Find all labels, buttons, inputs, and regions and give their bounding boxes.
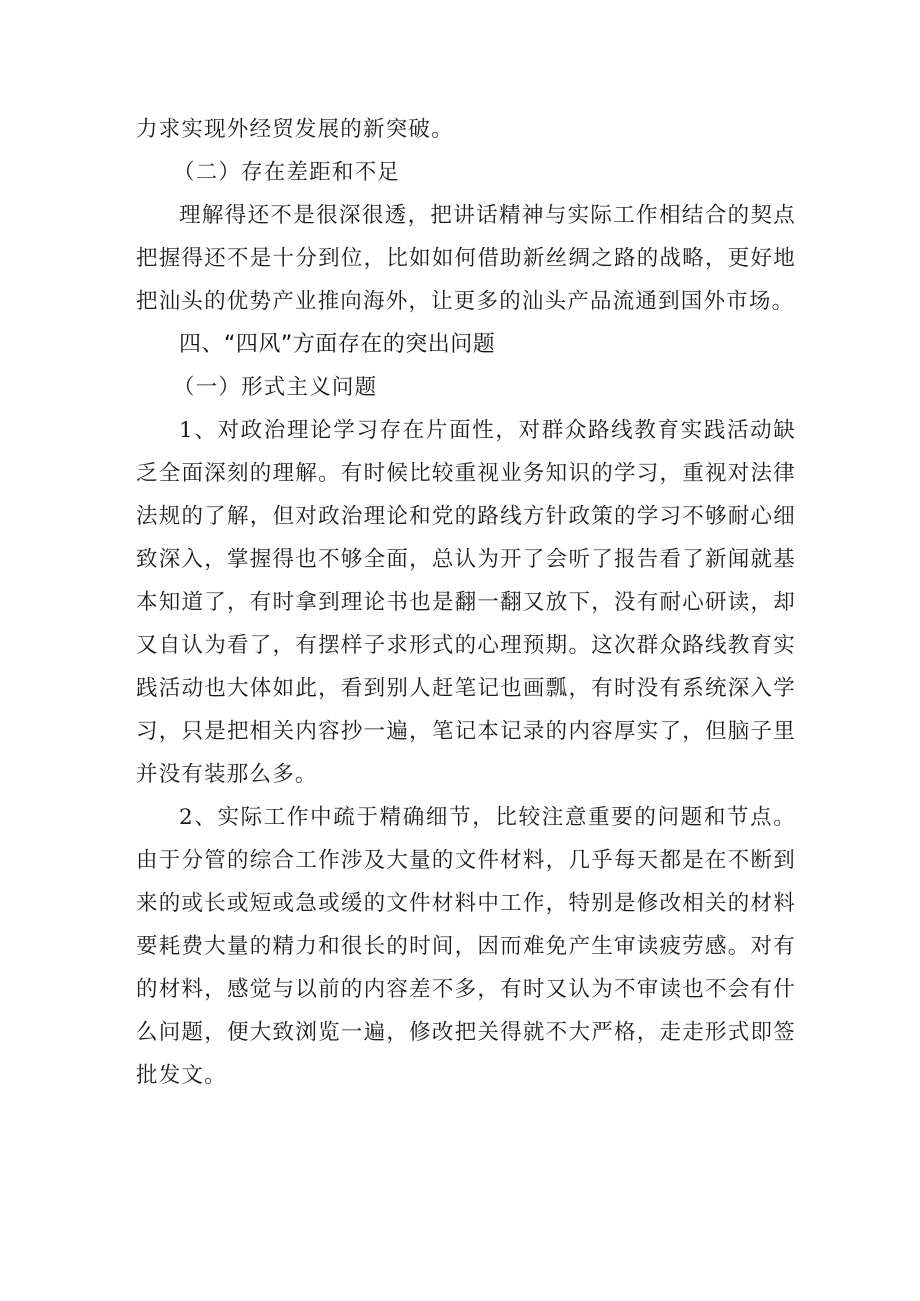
- paragraph-gap: 理解得还不是很深很透，把讲话精神与实际工作相结合的契点把握得还不是十分到位，比如如何借助新丝绸之路的战略，更好地把汕头的优势产业推向海外，让更多的汕头产品流通到国外市场。: [136, 203, 796, 314]
- paragraph-intro-tail: 力求实现外经贸发展的新突破。: [136, 117, 454, 142]
- paragraph-item-2: 2、实际工作中疏于精确细节，比较注意重要的问题和节点。由于分管的综合工作涉及大量的文件材料，几乎每天都是在不断到来的或长或短或急或缓的文件材料中工作，特别是修改相关的材料要耗费大量的精力和很长的时间，因而难免产生审读疲劳感。对有的材料，感觉与以前的内容差不多，有时又认为不审读也不会有什么问题，便大致浏览一遍，修改把关得就不大严格，走走形式即签批发文。: [136, 805, 796, 1088]
- subheading-formalism: （一）形式主义问题: [173, 375, 378, 400]
- paragraph-item-1: 1、对政治理论学习存在片面性，对群众路线教育实践活动缺乏全面深刻的理解。有时候比较重视业务知识的学习，重视对法律法规的了解，但对政治理论和党的路线方针政策的学习不够耐心细致深入，掌握得也不够全面，总认为开了会听了报告看了新闻就基本知道了，有时拿到理论书也是翻一翻又放下，没有耐心研读，却又自认为看了，有摆样子求形式的心理预期。这次群众路线教育实践活动也大体如此，看到别人赶笔记也画瓢，有时没有系统深入学习，只是把相关内容抄一遍，笔记本记录的内容厚实了，但脑子里并没有装那么多。: [136, 418, 796, 787]
- subheading-gap: （二）存在差距和不足: [173, 160, 401, 185]
- section-heading-four-winds: 四、“四风”方面存在的突出问题: [179, 332, 496, 357]
- document-body: [136, 108, 796, 1097]
